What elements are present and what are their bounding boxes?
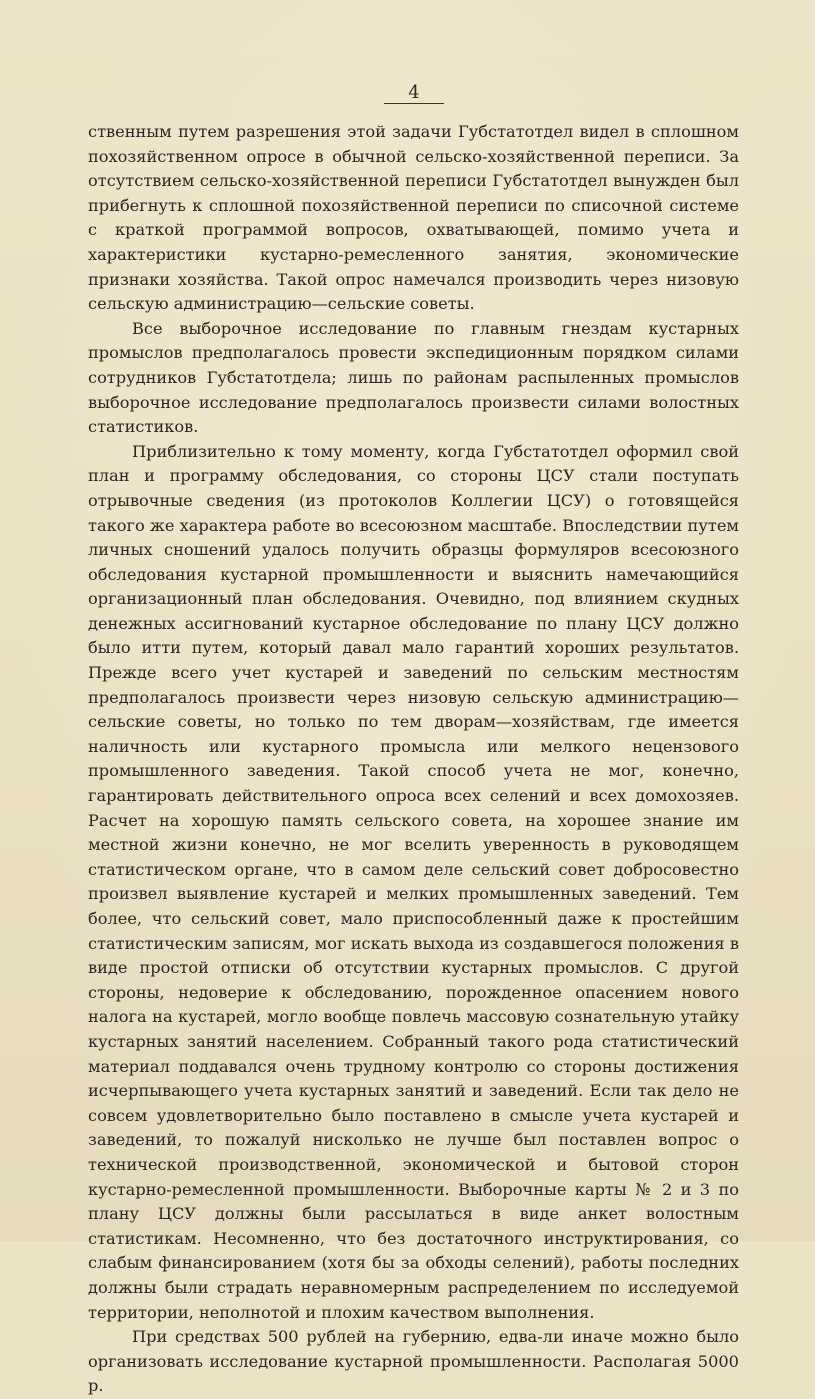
page-number: 4 <box>408 82 420 103</box>
paragraph: Все выборочное исследование по главным гнездам кустарных промыслов предполагалось провести экспедиционным порядком силами сотрудников Губстатотдела; лишь по районам распыленных промыслов выборочное исследование предполагалось произвести силами волостных статистиков. <box>88 318 739 437</box>
page-number-underline <box>384 103 444 104</box>
paragraph: При средствах 500 рублей на губернию, едва-ли иначе можно было организовать исследование кустарной промышленности. Располагая 5000 р. <box>88 1327 739 1396</box>
paragraph: Приблизительно к тому моменту, когда Губстатотдел оформил свой план и программу обследования, со стороны ЦСУ стали поступать отрывочные сведения (из протоколов Коллегии ЦСУ) о готовящейся такого же характера работе во всесоюзном масштабе. Впоследствии путем личных сношений удалось получить образцы формуляров всесоюзного обследования кустарной промышленности и выяснить намечающийся организационный план обследования. Очевидно, под влиянием скудных денежных ассигнований кустарное обследование по плану ЦСУ должно было итти путем, который давал мало гарантий хороших результатов. Прежде всего учет кустарей и заведений по сельским местностям предполагалось произвести через низовую сельскую администрацию—сельские советы, но только по тем дворам—хозяйствам, где имеется наличность или кустарного промысла или мелкого нецензового промышленного заведения. Такой способ учета не мог, конечно, гарантировать действительного опроса всех селений и всех домохозяев. Расчет на хорошую память сельского совета, на хорошее знание им местной жизни конечно, не мог вселить уверенность в руководящем статистическом органе, что в самом деле сельский совет добросовестно произвел выявление кустарей и мелких промышленных заведений. Тем более, что сельский совет, мало приспособленный даже к простейшим статистическим записям, мог искать выхода из создавшегося положения в виде простой отписки об отсутствии кустарных промыслов. С другой стороны, недоверие к обследованию, порожденное опасением нового налога на кустарей, могло вообще повлечь массовую сознательную утайку кустарных занятий населением. Собранный такого рода статистический материал поддавался очень трудному контролю со стороны достижения исчерпывающего учета кустарных занятий и заведений. Если так дело не совсем удовлетворительно было поставлено в смысле учета кустарей и заведений, то пожалуй нисколько не лучше был поставлен вопрос о технической производственной, экономической и бытовой сторон кустарно-ремесленной промышленности. Выборочные карты № 2 и 3 по плану ЦСУ должны были рассылаться в виде анкет волостным статистикам. Несомненно, что без достаточного инструктирования, со слабым финансированием (хотя бы за обходы селений), работы последних должны были страдать неравномерным распределением по исследуемой территории, неполнотой и плохим качеством выполнения. <box>88 441 739 1322</box>
paragraph-continued: ственным путем разрешения этой задачи Губстатотдел видел в сплошном похозяйственном опросе в обычной сельско-хозяйственной переписи. За отсутствием сельско-хозяйственной переписи Губстатотдел вынужден был прибегнуть к сплошной похозяйственной переписи по списочной системе с краткой программой вопросов, охватывающей, помимо учета и характеристики кустарно-ремесленного занятия, экономические признаки хозяйства. Такой опрос намечался производить через низовую сельскую администрацию—сельские советы. <box>88 122 739 314</box>
body-text <box>88 120 739 1399</box>
